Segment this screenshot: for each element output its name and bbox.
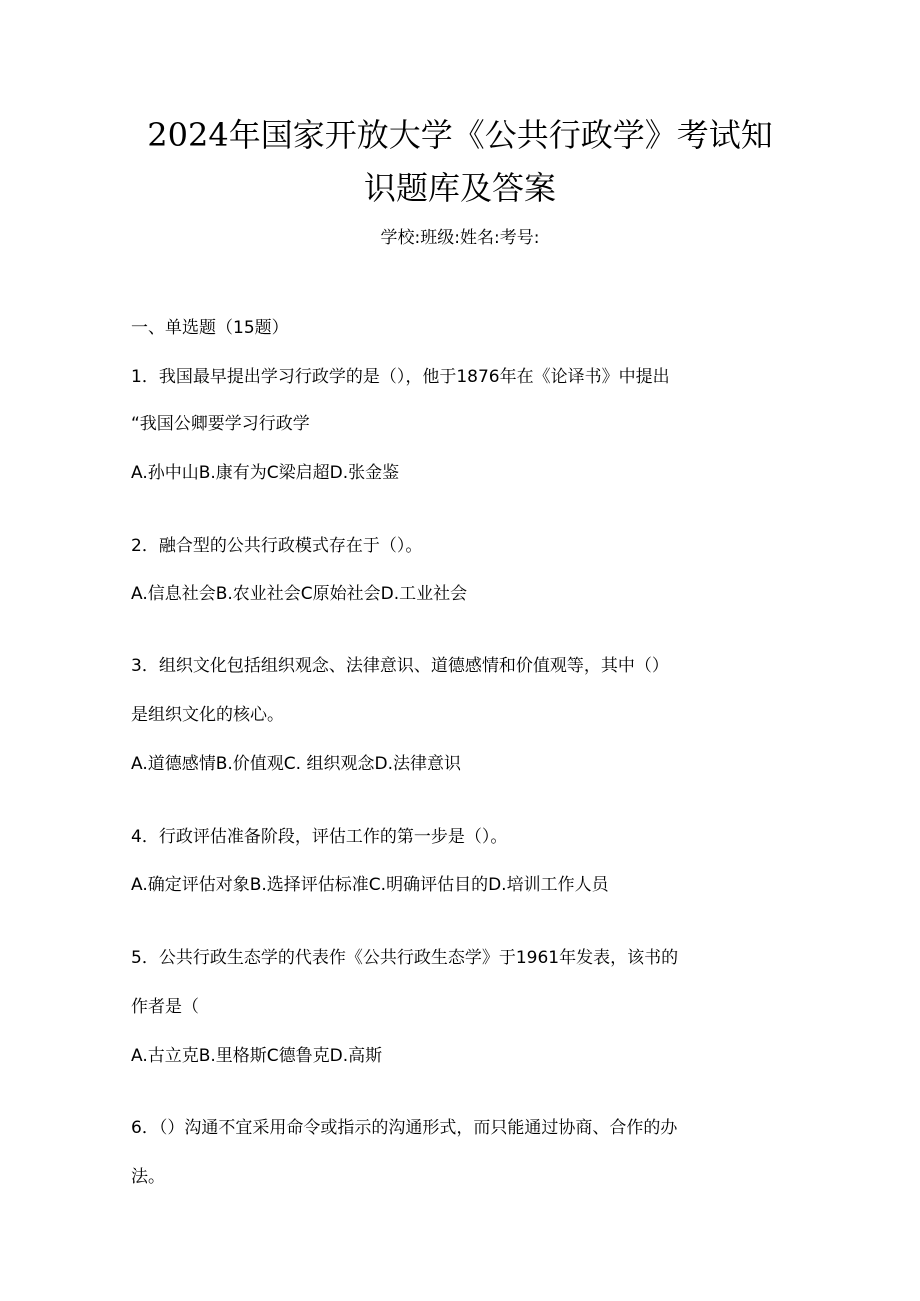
question-4-options: A.确定评估对象B.选择评估标准C.明确评估目的D.培训工作人员 [131, 875, 609, 895]
document-title-line-2: 识题库及答案 [363, 169, 556, 207]
section-heading: 一、单选题（15题） [131, 318, 289, 338]
question-3-text-line-1: 3．组织文化包括组织观念、法律意识、道德感情和价值观等，其中（） [131, 656, 669, 676]
question-5-text-line-1: 5．公共行政生态学的代表作《公共行政生态学》于1961年发表，该书的 [131, 948, 679, 968]
document-title-line-1: 2024年国家开放大学《公共行政学》考试知 [147, 116, 773, 154]
question-6-text-line-1: 6．（）沟通不宜采用命令或指示的沟通形式，而只能通过协商、合作的办 [131, 1118, 678, 1138]
question-5-text-line-2: 作者是（ [131, 997, 199, 1017]
question-3-options: A.道德感情B.价值观C. 组织观念D.法律意识 [131, 754, 461, 774]
question-1-text-line-2: “我国公卿要学习行政学 [131, 414, 310, 434]
question-2-text: 2．融合型的公共行政模式存在于（）。 [131, 536, 423, 556]
question-3-text-line-2: 是组织文化的核心。 [131, 705, 284, 725]
question-5-options: A.古立克B.里格斯C德鲁克D.高斯 [131, 1046, 383, 1066]
question-2-options: A.信息社会B.农业社会C原始社会D.工业社会 [131, 584, 468, 604]
question-1-options: A.孙中山B.康有为C梁启超D.张金鉴 [131, 463, 400, 483]
question-1-text-line-1: 1．我国最早提出学习行政学的是（），他于1876年在《论译书》中提出 [131, 367, 670, 387]
question-6-text-line-2: 法。 [131, 1167, 165, 1187]
question-4-text: 4．行政评估准备阶段，评估工作的第一步是（）。 [131, 827, 508, 847]
student-info-line: 学校:班级:姓名:考号: [380, 228, 540, 248]
